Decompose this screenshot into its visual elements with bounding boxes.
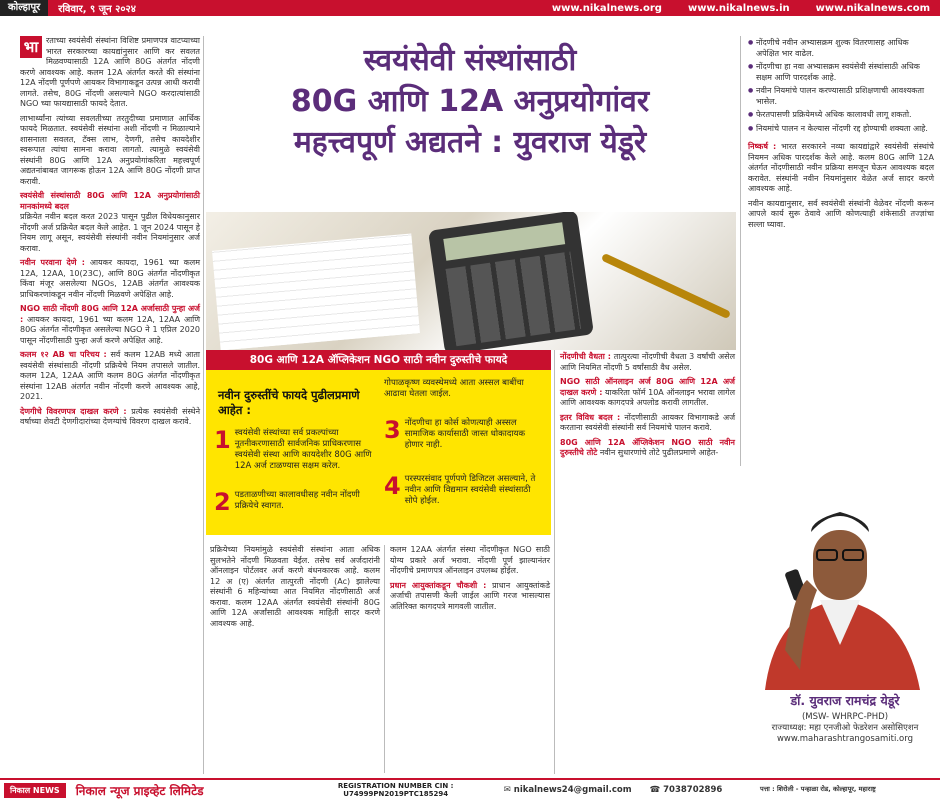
calculator-icon <box>428 212 594 350</box>
headline-line-1: स्वयंसेवी संस्थांसाठी <box>363 43 577 78</box>
footer-registration: REGISTRATION NUMBER CIN : U74999PN2019PTC185294 <box>337 782 454 798</box>
s2-title: नवीन परवाना देणे : <box>20 258 85 267</box>
benefit-text: स्वयंसेवी संस्थांच्या सर्व प्रकल्पांच्या नूतनीकरणासाठी सार्वजनिक प्राधिकरणास स्वयंसेवी संस्था आणि कायदेशीर 80G आणि 12A अर्ज टाळण्यास सक्षम करेल. <box>234 428 372 471</box>
site-link-org[interactable]: www.nikalnews.org <box>551 2 662 14</box>
benefit-num: 1 <box>214 426 231 454</box>
right-column <box>748 38 934 234</box>
site-link-in[interactable]: www.nikalnews.in <box>687 2 790 14</box>
headline <box>210 40 730 163</box>
benefit-item <box>214 490 379 514</box>
paper-sheet <box>212 233 420 350</box>
lower-c2-subtext: प्राधान आयुक्तांकडे अर्जाची तपासणी केली जाईल आणि गरज भासल्यास अतिरिक्त कागदपत्रे मागवली जातील. <box>390 580 550 611</box>
lower-c3-sub: नोंदणीची वैधता : <box>560 352 611 361</box>
headline-line-2: 80G आणि 12A अनुप्रयोगांवर <box>290 84 650 119</box>
benefits-banner: 80G आणि 12A ॲप्लिकेशन NGO साठी नवीन दुरुस्तीचे फायदे <box>206 350 551 370</box>
s4-title: कलम १२ AB चा परिचय : <box>20 350 107 359</box>
benefit-text: पडताळणीच्या कालावधीसह नवीन नोंदणी प्रक्रियेचे स्वागत. <box>234 490 360 511</box>
edition-date: रविवार, ९ जून २०२४ <box>58 4 136 15</box>
conclusion-title: निष्कर्ष : <box>748 142 777 151</box>
footer-email-text: nikalnews24@gmail.com <box>513 785 632 795</box>
lower-c2-sub: प्रधान आयुक्तांकडून चौकशी : <box>390 580 487 590</box>
lower-column-2 <box>390 545 550 616</box>
lower-c3-text: तात्पुरत्या नोंदणीची वैधता 3 वर्षांची असेल आणि नियमित नोंदणी 5 वर्षांसाठी वैध असेल. <box>560 352 736 372</box>
lower-c3-text2: याकरिता फॉर्म 10A ऑनलाइन भरावा लागेल आणि आवश्यक कागदपत्रे अपलोड करावी लागतील. <box>560 387 736 407</box>
lower-c3-text3: नोंदणीसाठी आयकर विभागाकडे अर्ज करताना स्वयंसेवी संस्थांनी सर्व नियमांचे पालन करावे. <box>560 412 736 432</box>
benefit-num: 4 <box>384 472 401 500</box>
benefit-item <box>384 418 544 451</box>
benefits-box-title: नवीन दुरुस्तींचे फायदे पुढीलप्रमाणे आहेत : <box>218 388 360 417</box>
s3-text: आयकर कायदा, 1961 च्या कलम 12A, 12AA आणि 80G अंतर्गत नोंदणीकृत असलेल्या NGO ने 1 एप्रिल 2020 पासून नोंदणीसाठी पुन्हा अर्ज करणे अपेक्षित आहे. <box>20 314 201 345</box>
footer-phone-text: 7038702896 <box>663 785 723 795</box>
bullet-item: ● फेरतपासणी प्रक्रियेमध्ये अधिक कालावधी लागू शकतो. <box>748 110 934 121</box>
s5-text: प्रत्येक स्वयंसेवी संस्थेने वर्षाच्या शेवटी देणगीदारांच्या देणग्यांचे विवरण दाखल करावे. <box>20 406 201 426</box>
headline-line-3: महत्त्वपूर्ण अद्यतने : युवराज येडूरे <box>293 125 647 160</box>
benefit-text: नोंदणीचा हा कोर्स कोणत्याही अस्सल सामाजिक कार्यासाठी जास्त धोकादायक होणार नाही. <box>404 418 526 450</box>
footer-company: निकाल न्यूज प्राइव्हेट लिमिटेड <box>75 783 204 798</box>
lower-c2-text: कलम 12AA अंतर्गत संस्था नोंदणीकृत NGO साठी योग्य प्रकारे अर्ज भरावा. नोंदणी पूर्ण झाल्यानंतर नोंदणीचे प्रमाणपत्र ऑनलाइन उपलब्ध होईल. <box>390 545 550 575</box>
benefits-box <box>206 370 551 535</box>
top-bar <box>0 0 940 16</box>
author-degree: (MSW- WHRPC-PHD) <box>801 712 889 722</box>
column-divider <box>554 350 555 774</box>
lower-column-3 <box>560 352 735 463</box>
s5-title: देणगीचे विवरणपत्र दाखल करणे : <box>20 406 127 416</box>
para2: लाभार्थ्यांना त्यांच्या सवलतीच्या तरतुदीच्या प्रमाणात आर्थिक फायदे मिळतात. स्वयंसेवी संस्थांना अशी नोंदणी न मिळाल्याने शासनाला सवलत, टॅक्स लाभ, देणगी, तसेच कायदेशीर स्वरूपात त्यांचा सामना करावा लागतो. त्यामुळे स्वयंसेवी संस्थांनी 80G आणि 12A अनुप्रयोगांकरिता महत्त्वपूर्ण अद्यतनांबाबत जागरूक होऊन 12A आणि 80G नोंदणी प्राप्त करावी. <box>20 113 200 186</box>
benefit-num: 2 <box>214 488 231 516</box>
phone-icon: ☎ <box>649 785 664 795</box>
column-divider <box>203 36 204 774</box>
author-name: डॉ. युवराज रामचंद्र येडूरे <box>790 693 900 708</box>
calculator-photo <box>206 212 736 350</box>
lower-c3-sub4: 80G आणि 12A ॲप्लिकेशन NGO साठी नवीन दुरुस्तीचे तोटे <box>560 437 735 457</box>
lower-c1-text: प्रक्रियेच्या नियमांमुळे स्वयंसेवी संस्थांना आता अधिक सुलभतेने नोंदणी मिळवता येईल. तसेच सर्व अर्जदारांनी ऑनलाइन पोर्टलवर अर्ज करणे बंधनकारक आहे. कलम 12 अ (ए) अंतर्गत तात्पुरती नोंदणी (Ac) झालेल्या संस्थांनी 6 महिन्यांच्या आत नियमित नोंदणीसाठी अर्ज करावा. कलम 12AA अंतर्गत स्वयंसेवी संस्थांनी 80G आणि 12A अर्जांसाठी आवश्यक माहिती सादर करणे आवश्यक आहे. <box>210 545 380 628</box>
author-photo <box>745 470 935 690</box>
site-link-com[interactable]: www.nikalnews.com <box>815 2 930 14</box>
column-divider <box>384 545 385 773</box>
s1-title: स्वयंसेवी संस्थांसाठी 80G आणि 12A अनुप्रयोगांसाठी मानकांमध्ये बदल <box>20 191 200 211</box>
lower-c3-sub3: इतर विविध बदल : <box>560 412 621 422</box>
lower-c3-sub2: NGO साठी ऑनलाइन अर्ज 80G आणि 12A अर्ज दाखल करणे : <box>560 377 735 397</box>
benefit-item <box>384 474 544 507</box>
s2-text: आयकर कायदा, 1961 च्या कलम 12A, 12AA, 10(23C), आणि 80G अंतर्गत नोंदणीकृत किंवा मंजूर असलेल्या NGOs, 12AB अंतर्गत आवश्यक प्राधिकरणांकडून नवीन नोंदणी मिळवणे अपेक्षित आहे. <box>20 258 200 299</box>
author-site[interactable]: www.maharashtrangosamiti.org <box>776 734 914 744</box>
dropcap: भा <box>20 36 42 58</box>
footer <box>0 778 940 800</box>
footer-address: पत्ता : शिरोली - पन्हाळा रोड, कोल्हापूर, महाराष्ट्र <box>760 785 876 794</box>
footer-phone[interactable] <box>650 785 723 795</box>
benefits-intro: गोपाळकृष्ण व्यवस्थेमध्ये आता अस्सल बाबींचा आढावा घेतला जाईल. <box>384 378 524 399</box>
author-bio <box>755 712 935 745</box>
right-text2: नवीन कायद्यानुसार, सर्व स्वयंसेवी संस्थांनी वेळेवर नोंदणी करून आपले कार्य सुरू ठेवावे आणि कोणत्याही शंकेसाठी तज्ज्ञांचा सल्ला घ्यावा. <box>748 198 934 229</box>
s4-text: सर्व कलम 12AB मध्ये आता स्वयंसेवी संस्थांसाठी नोंदणी प्रक्रियेचे नियम तपासले जातील. कलम 12A, 12AA आणि कलम 80G अंतर्गत नोंदणीकृत संस्थांना 12AB अंतर्गत नवीन नोंदणी करणे आवश्यक आहे, 2021. <box>20 350 200 401</box>
footer-logo: निकाल NEWS <box>4 783 66 798</box>
lower-column-1 <box>210 545 380 633</box>
left-column <box>20 36 200 432</box>
bullet-item: ● नवीन नियमांचे पालन करण्यासाठी प्रशिक्षणाची आवश्यकता भासेल. <box>748 86 934 107</box>
site-links <box>348 3 940 14</box>
benefit-item <box>214 428 379 472</box>
lower-c3-text4: नवीन सुधारणांचे तोटे पुढीलप्रमाणे आहेत- <box>599 448 719 457</box>
pen-icon <box>601 253 731 319</box>
s3-title: NGO साठी नोंदणी 80G आणि 12A अर्जासाठी पुन्हा अर्ज : <box>20 304 200 324</box>
column-divider <box>740 36 741 466</box>
s1-text: प्रक्रियेत नवीन बदल करत 2023 पासून पुढील विधेयकानुसार नोंदणी अर्ज प्रक्रियेत बदल केले आहेत. 1 जून 2024 पासून हे नियम लागू असून, स्वयंसेवी संस्थांनी नवीन नियमांनुसार अर्ज करावा. <box>20 212 200 253</box>
email-icon: ✉ <box>503 785 514 795</box>
conclusion-text: भारत सरकारने नव्या कायद्यांद्वारे स्वयंसेवी संस्थांचे नियमन अधिक पारदर्शक केले आहे. कलम 80G आणि 12A अंतर्गत नोंदणीसाठी नवीन प्रक्रिया समजून घेऊन आवश्यक बदल करावेत. संस्थांनी नवीन नियमांनुसार वेळेत अर्ज सादर करणे आवश्यक आहे. <box>748 142 935 193</box>
edition-city: कोल्हापूर <box>0 0 48 16</box>
intro-text: रताच्या स्वयंसेवी संस्थांना विशिष्ट प्रमाणपत्र वाटप्याच्या भारत सरकारच्या कायद्यांनुसार आणि कर सवलत मिळवण्यासाठी 12A आणि 80G अंतर्गत नोंदणी करणे आवश्यक आहे. कलम 12A अंतर्गत करते की संस्थांना 12A नोंदणी पूर्णपणे आयकर विभागाकडून उत्पन्न आधी करावी लागते. तसेच, 80G नोंदणी असल्याने NGO करदात्यांसाठी NGO च्या फायद्यासाठी फायदे देतात. <box>20 36 200 108</box>
bullet-item: ● नोंदणीचा हा नवा अभ्यासक्रम स्वयंसेवी संस्थांसाठी अधिक सक्षम आणि पारदर्शक आहे. <box>748 62 934 83</box>
author-role: राज्याध्यक्ष: महा एनजीओ फेडरेशन असोसिएशन <box>771 723 919 733</box>
benefit-num: 3 <box>384 416 401 444</box>
footer-email[interactable] <box>504 785 632 795</box>
bullet-item: ● नियमांचे पालन न केल्यास नोंदणी रद्द होण्याची शक्यता आहे. <box>748 124 934 135</box>
benefit-text: परस्परसंवाद पूर्णपणे डिजिटल असल्याने, ते नवीन आणि विद्यमान स्वयंसेवी संस्थांसाठी सोपे होईल. <box>404 474 536 506</box>
bullet-item: ● नोंदणीचे नवीन अभ्यासक्रम शुल्क वितरणासह आधिक अपेक्षित भार वाढेल. <box>748 38 934 59</box>
